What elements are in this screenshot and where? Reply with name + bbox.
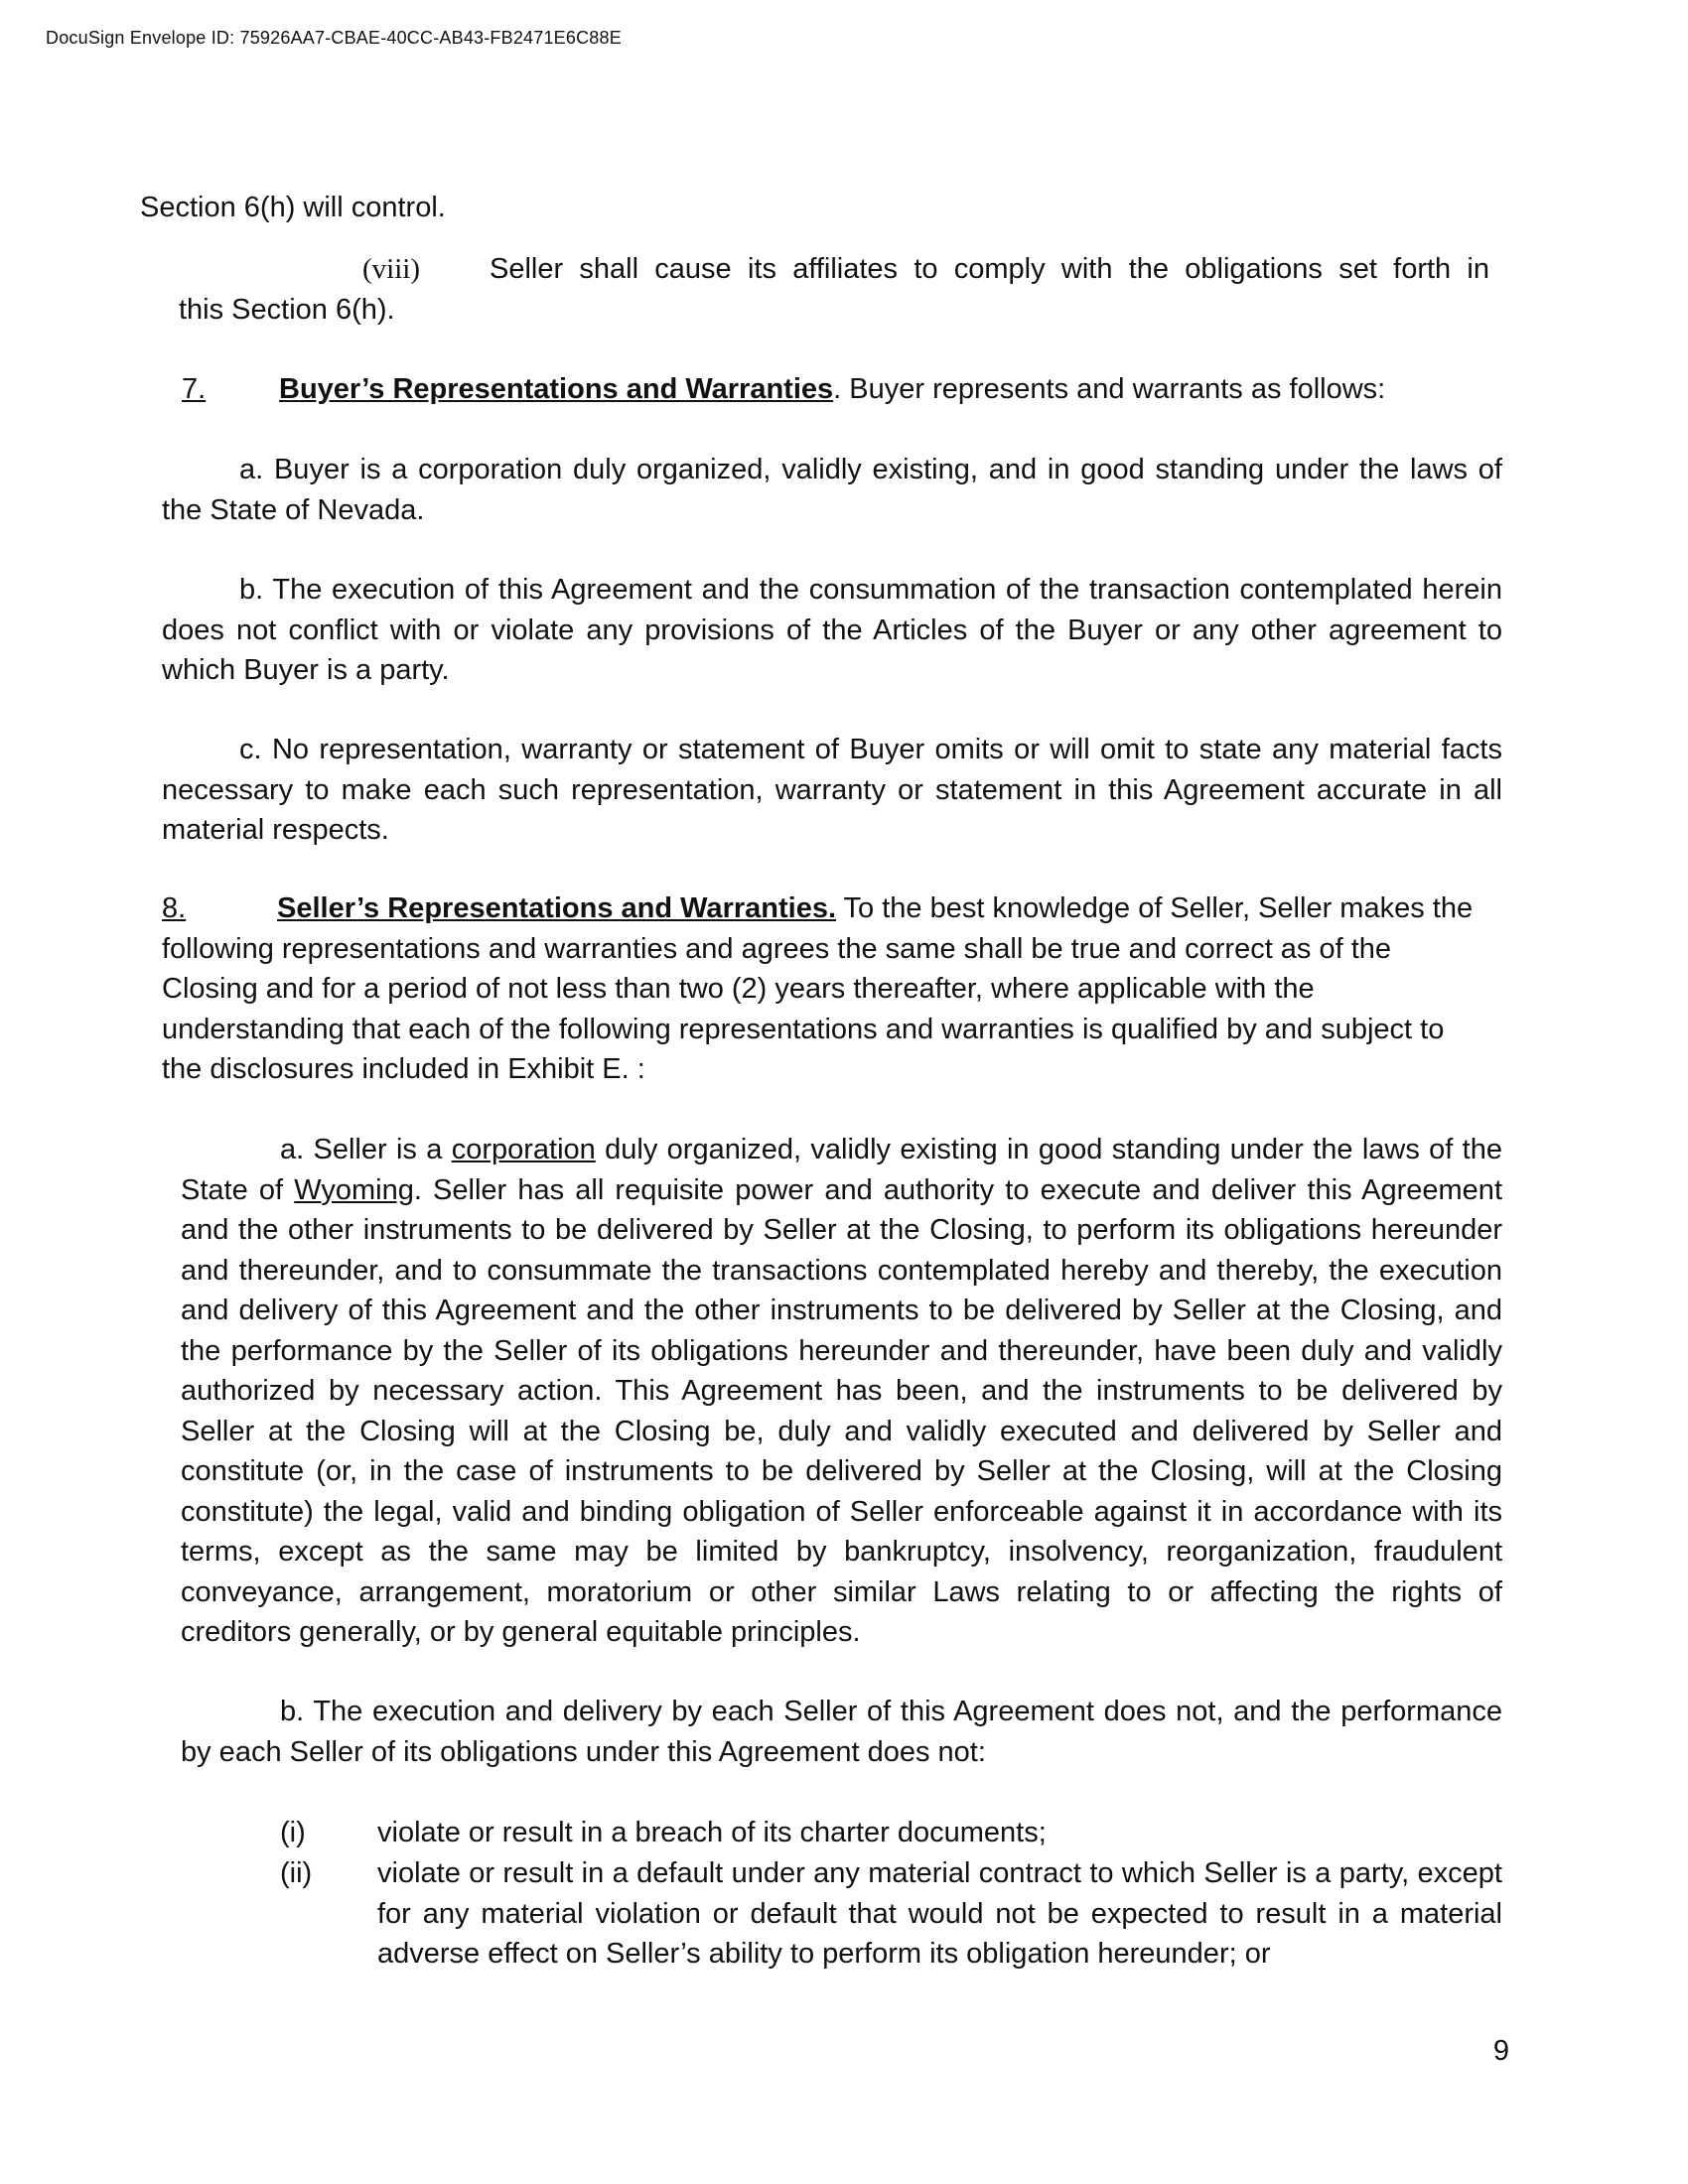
item-a-mid: duly organized, validly existing in good standing under the laws of the State of <box>181 1134 1502 1206</box>
section-8-title: Seller’s Representations and Warranties. <box>277 892 837 924</box>
subitem-label: (ii) <box>280 1857 313 1889</box>
envelope-id-header: DocuSign Envelope ID: 75926AA7-CBAE-40CC-AB43-FB2471E6C88E <box>46 28 622 48</box>
section-8-paragraph <box>162 888 1487 1090</box>
section-7-number: 7. <box>182 373 207 405</box>
section-7-item-b: b. The execution of this Agreement and the consummation of the transaction contemplated herein does not conflict with or violate any provisions of the Articles of the Buyer or any other agreement to which Buyer is a party. <box>162 574 1502 686</box>
clause-viii-text-line2: this Section 6(h). <box>179 294 395 326</box>
section-7-item-c: c. No representation, warranty or statement of Buyer omits or will omit to state any material facts necessary to make each such representation, warranty or statement in this Agreement accurate in all material respects. <box>162 734 1502 846</box>
item-a-entity-type: corporation <box>451 1134 596 1165</box>
section-7-item-a: a. Buyer is a corporation duly organized, validly existing, and in good standing under the laws of the State of Nevada. <box>162 454 1502 526</box>
section-8-intro: To the best knowledge of Seller, Seller makes the following representations and warranties and agrees the same shall be true and correct as of the Closing and for a period of not less than two (2) years thereafter, where applicable with the understanding that each of the following representations and warranties is qualified by and subject to the disclosures included in Exhibit E. : <box>162 892 1474 1085</box>
section-8-item-b: b. The execution and delivery by each Seller of this Agreement does not, and the performance by each Seller of its obligations under this Agreement does not: <box>181 1696 1502 1768</box>
clause-viii-text-line1: Seller shall cause its affiliates to comply with the obligations set forth in <box>490 253 1489 285</box>
item-a-rest: . Seller has all requisite power and authority to execute and deliver this Agreement and the other instruments to be delivered by Seller at the Closing, to perform its obligations hereunder and thereunder, and to consummate the transactions contemplated hereby and thereby, the execution and delivery of this Agreement and the other instruments to be delivered by Seller at the Closing, and the performance by the Seller of its obligations hereunder and thereunder, have been duly and validly authorized by necessary action. This Agreement has been, and the instruments to be delivered by Seller at the Closing will at the Closing be, duly and validly executed and delivered by Seller and constitute (or, in the case of instruments to be delivered by Seller at the Closing, will at the Closing constitute) the legal, valid and binding obligation of Seller enforceable against it in accordance with its terms, except as the same may be limited by bankruptcy, insolvency, reorganization, fraudulent conveyance, arrangement, moratorium or other similar Laws relating to or affecting the rights of creditors generally, or by general equitable principles. <box>181 1173 1502 1648</box>
item-a-prefix: a. Seller is a <box>280 1134 452 1165</box>
item-a-state: Wyoming <box>294 1173 414 1206</box>
subitem-label: (i) <box>280 1817 306 1848</box>
subitem-text: violate or result in a default under any material contract to which Seller is a party, except for any material violation or default that would not be expected to result in a material adverse effect on Seller’s ability to perform its obligation hereunder; or <box>377 1857 1502 1970</box>
section-8-number: 8. <box>162 892 187 924</box>
section-6-continuation: Section 6(h) will control. <box>140 192 446 223</box>
section-8-item-a <box>181 1130 1502 1653</box>
clause-viii-label: (viii) <box>362 253 420 285</box>
section-7-intro: . Buyer represents and warrants as follows: <box>833 373 1386 405</box>
subitem-text: violate or result in a breach of its charter documents; <box>377 1817 1047 1848</box>
section-7-title: Buyer’s Representations and Warranties <box>279 373 834 405</box>
page-number: 9 <box>1492 2035 1509 2067</box>
